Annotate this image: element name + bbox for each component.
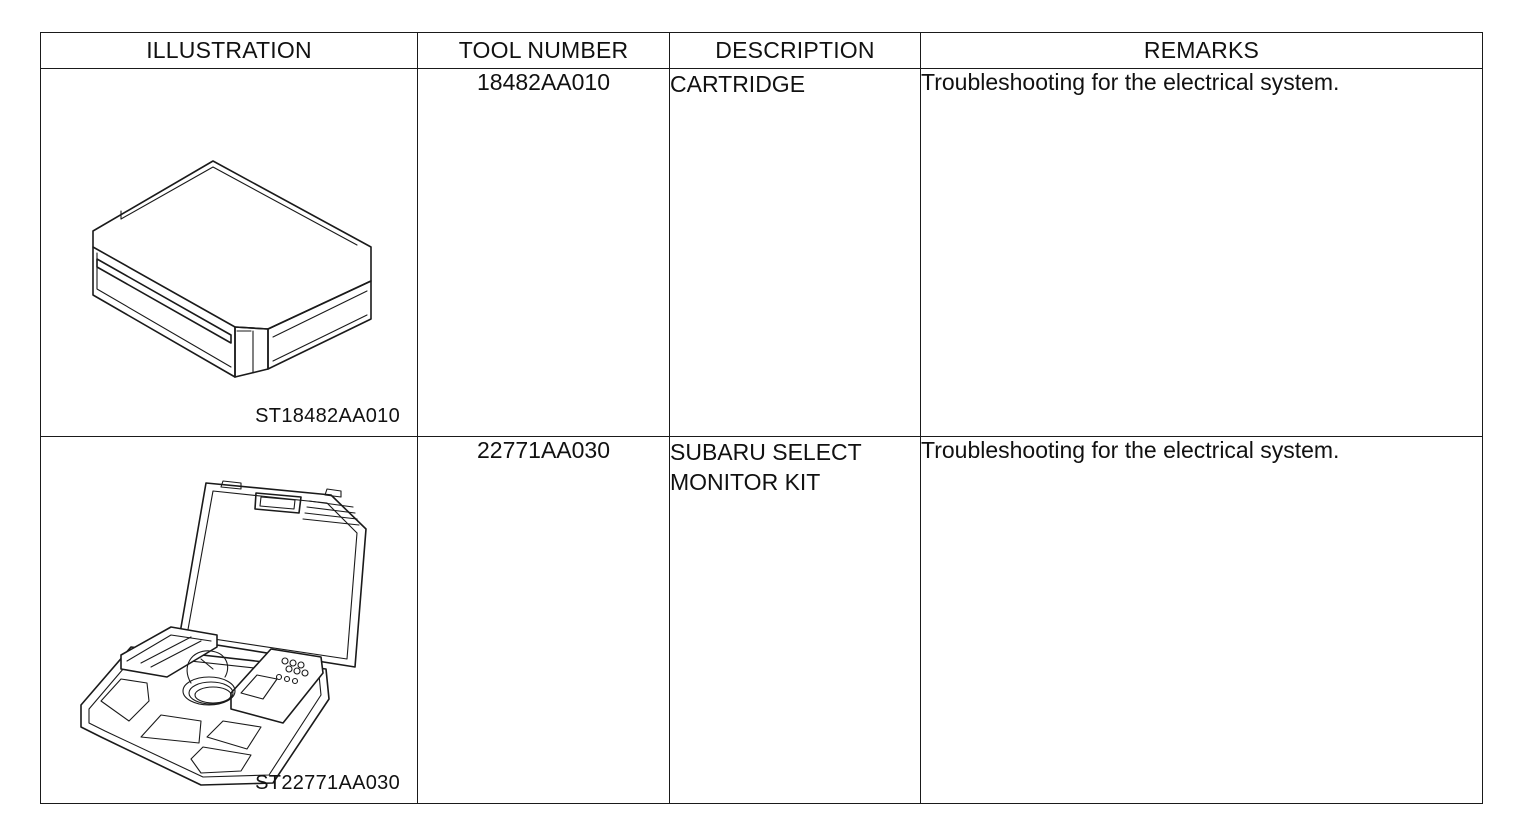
- description-line: SUBARU SELECT: [670, 439, 862, 465]
- remarks-text: Troubleshooting for the electrical system.: [921, 437, 1340, 463]
- table-row: [41, 437, 1483, 804]
- remarks-cell: [921, 437, 1483, 804]
- header-remarks: REMARKS: [921, 33, 1483, 69]
- table-row: [41, 69, 1483, 437]
- tool-number-cell: [418, 69, 670, 437]
- header-illustration: ILLUSTRATION: [41, 33, 418, 69]
- illustration-cell: [41, 437, 418, 804]
- tool-number: 18482AA010: [476, 69, 610, 95]
- special-tools-table: [40, 32, 1483, 804]
- remarks-text: Troubleshooting for the electrical system.: [921, 69, 1340, 95]
- illustration-code: ST22771AA030: [255, 772, 400, 794]
- remarks-cell: [921, 69, 1483, 437]
- header-row: [41, 33, 1483, 69]
- header-description: DESCRIPTION: [670, 33, 921, 69]
- tool-number: 22771AA030: [476, 437, 610, 463]
- description-cell: [670, 69, 921, 437]
- illustration-cell: [41, 69, 418, 437]
- description-cell: [670, 437, 921, 804]
- description-line: MONITOR KIT: [670, 469, 821, 495]
- monitor-kit-illustration: [41, 437, 418, 803]
- illustration-code: ST18482AA010: [255, 405, 400, 427]
- description-line: CARTRIDGE: [670, 71, 806, 97]
- cartridge-illustration: [41, 69, 418, 436]
- tool-number-cell: [418, 437, 670, 804]
- header-tool-number: TOOL NUMBER: [418, 33, 670, 69]
